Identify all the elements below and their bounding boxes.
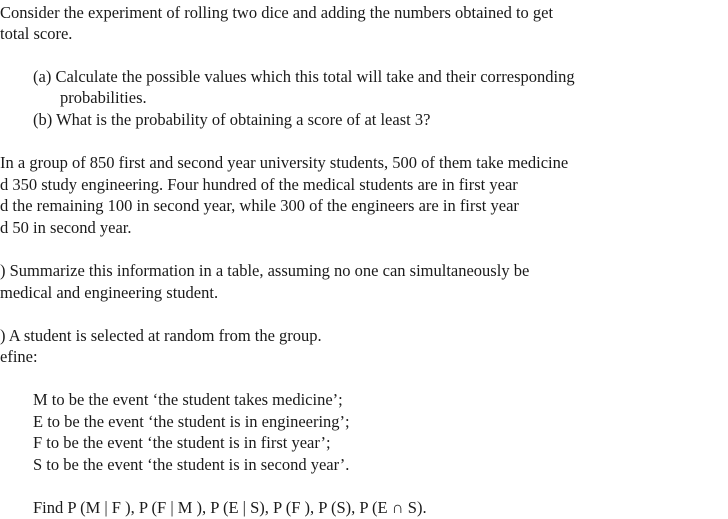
q2-part-ii-line-1: ) A student is selected at random from the group. bbox=[0, 326, 322, 345]
find-probabilities: Find P (M | F ), P (F | M ), P (E | S), P (F ), P (S), P (E ∩ S). bbox=[33, 498, 427, 517]
event-e-definition: E to be the event ‘the student is in engineering’; bbox=[33, 412, 350, 431]
q2-intro-line-4: d 50 in second year. bbox=[0, 218, 132, 237]
q1-intro-line-1: Consider the experiment of rolling two dice and adding the numbers obtained to get bbox=[0, 3, 554, 22]
q1-part-b: (b) What is the probability of obtaining a score of at least 3? bbox=[33, 110, 431, 129]
q2-part-ii-line-2: efine: bbox=[0, 347, 38, 366]
q1-intro-line-2: total score. bbox=[0, 24, 73, 43]
q2-intro-line-1: In a group of 850 first and second year university students, 500 of them take medicine bbox=[0, 153, 569, 172]
event-f-definition: F to be the event ‘the student is in first year’; bbox=[33, 433, 331, 452]
event-s-definition: S to be the event ‘the student is in second year’. bbox=[33, 455, 350, 474]
q2-part-i-line-2: medical and engineering student. bbox=[0, 283, 219, 302]
q2-intro-line-3: d the remaining 100 in second year, while 300 of the engineers are in first year bbox=[0, 196, 519, 215]
q2-intro-line-2: d 350 study engineering. Four hundred of the medical students are in first year bbox=[0, 175, 518, 194]
q2-part-i-line-1: ) Summarize this information in a table, assuming no one can simultaneously be bbox=[0, 261, 530, 280]
q1-part-a-line-1: (a) Calculate the possible values which this total will take and their corresponding bbox=[33, 67, 575, 86]
q1-part-a-line-2: probabilities. bbox=[60, 88, 147, 107]
event-m-definition: M to be the event ‘the student takes medicine’; bbox=[33, 390, 343, 409]
